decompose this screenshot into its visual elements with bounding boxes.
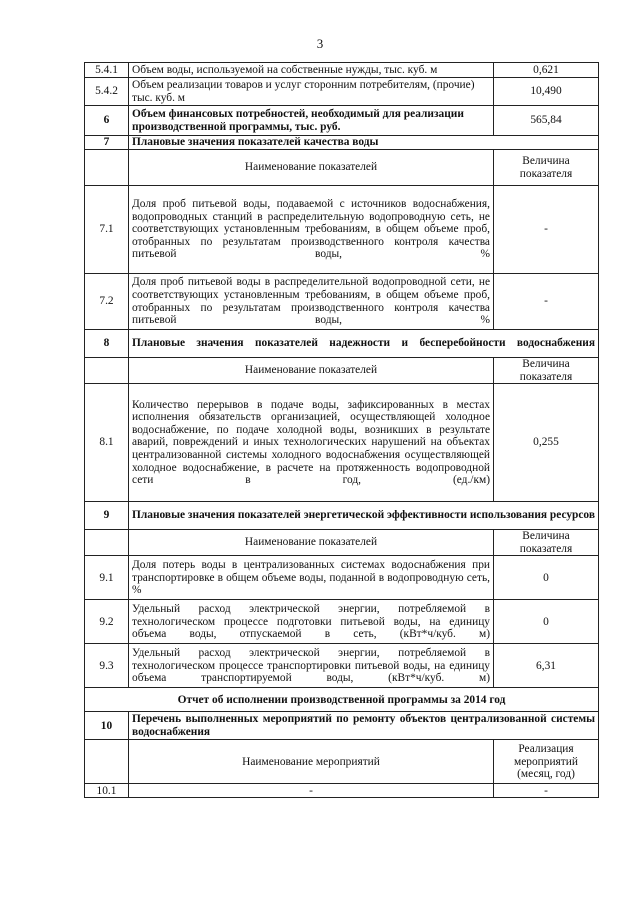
row-value: 6,31 — [494, 644, 599, 688]
row-value: - — [494, 274, 599, 330]
column-header-value: Реализация мероприятий (месяц, год) — [494, 740, 599, 784]
table-row — [85, 78, 599, 106]
row-value: - — [494, 186, 599, 274]
column-header-value: Величина показателя — [494, 530, 599, 556]
section-number: 8 — [85, 330, 129, 358]
section-header-row — [85, 712, 599, 740]
section-title: Плановые значения показателей надежности и бесперебойности водоснабжения — [129, 330, 599, 358]
row-value: 0,255 — [494, 384, 599, 502]
table-row — [85, 106, 599, 136]
row-value: 0 — [494, 600, 599, 644]
column-header-row — [85, 358, 599, 384]
empty-cell — [85, 358, 129, 384]
row-text: Доля проб питьевой воды в распределительной водопроводной сети, не соответствующих установленным требованиям, в общем объеме проб, отобранных по результатам производственного контроля качества питьевой воды, % — [129, 274, 494, 330]
empty-cell — [85, 740, 129, 784]
row-number: 7.2 — [85, 274, 129, 330]
section-number: 7 — [85, 136, 129, 150]
table-row — [85, 644, 599, 688]
row-number: 8.1 — [85, 384, 129, 502]
empty-cell — [85, 150, 129, 186]
section-number: 10 — [85, 712, 129, 740]
column-header-value: Величина показателя — [494, 358, 599, 384]
row-value: 0 — [494, 556, 599, 600]
row-number: 7.1 — [85, 186, 129, 274]
row-number: 6 — [85, 106, 129, 136]
row-text: Доля проб питьевой воды, подаваемой с источников водоснабжения, водопроводных станций в распределительную водопроводную сеть, не соответствующих установленным требованиям, в общем объеме проб, отобранных по результатам производственного контроля качества питьевой воды, % — [129, 186, 494, 274]
row-text: Удельный расход электрической энергии, потребляемой в технологическом процессе подготовки питьевой воды, на единицу объема воды, отпускаемой в сеть, (кВт*ч/куб. м) — [129, 600, 494, 644]
row-text: Удельный расход электрической энергии, потребляемой в технологическом процессе транспортировки питьевой воды, на единицу объема транспортируемой воды, (кВт*ч/куб. м) — [129, 644, 494, 688]
row-value: - — [494, 784, 599, 798]
section-title: Плановые значения показателей качества воды — [129, 136, 599, 150]
column-header-row — [85, 740, 599, 784]
table-row — [85, 274, 599, 330]
section-title: Плановые значения показателей энергетической эффективности использования ресурсов — [129, 502, 599, 530]
table-row — [85, 600, 599, 644]
row-number: 5.4.1 — [85, 63, 129, 78]
section-header-row — [85, 136, 599, 150]
row-number: 9.3 — [85, 644, 129, 688]
section-header-row — [85, 330, 599, 358]
row-value: 10,490 — [494, 78, 599, 106]
empty-cell — [85, 530, 129, 556]
section-header-row — [85, 502, 599, 530]
row-value: 565,84 — [494, 106, 599, 136]
table-row — [85, 556, 599, 600]
table-row — [85, 63, 599, 78]
table-row — [85, 384, 599, 502]
row-text: Объем финансовых потребностей, необходимый для реализации производственной программы, тыс. руб. — [129, 106, 494, 136]
section-number: 9 — [85, 502, 129, 530]
row-number: 9.1 — [85, 556, 129, 600]
row-text: Объем реализации товаров и услуг сторонним потребителям, (прочие) тыс. куб. м — [129, 78, 494, 106]
table-row — [85, 784, 599, 798]
column-header-name: Наименование показателей — [129, 358, 494, 384]
column-header-value: Величина показателя — [494, 150, 599, 186]
column-header-row — [85, 530, 599, 556]
row-text: Объем воды, используемой на собственные нужды, тыс. куб. м — [129, 63, 494, 78]
report-title-row — [85, 688, 599, 712]
row-text: Доля потерь воды в централизованных системах водоснабжения при транспортировке в общем объеме воды, поданной в водопроводную сеть, % — [129, 556, 494, 600]
row-number: 10.1 — [85, 784, 129, 798]
column-header-name: Наименование показателей — [129, 530, 494, 556]
column-header-name: Наименование мероприятий — [129, 740, 494, 784]
row-number: 9.2 — [85, 600, 129, 644]
report-title: Отчет об исполнении производственной программы за 2014 год — [85, 688, 599, 712]
row-number: 5.4.2 — [85, 78, 129, 106]
column-header-name: Наименование показателей — [129, 150, 494, 186]
table-row — [85, 186, 599, 274]
section-title: Перечень выполненных мероприятий по ремонту объектов централизованной системы водоснабжения — [129, 712, 599, 740]
row-text: - — [129, 784, 494, 798]
column-header-row — [85, 150, 599, 186]
row-value: 0,621 — [494, 63, 599, 78]
program-table — [84, 62, 599, 798]
page-number: 3 — [316, 36, 324, 51]
row-text: Количество перерывов в подаче воды, зафиксированных в местах исполнения обязательств организацией, осуществляющей холодное водоснабжение, по подаче холодной воды, возникших в результате аварий, повреждений и иных технологических нарушений на объектах централизованной системы холодного водоснабжения осуществляющей холодное водоснабжение, в расчете на протяженность водопроводной сети в год, (ед./км) — [129, 384, 494, 502]
